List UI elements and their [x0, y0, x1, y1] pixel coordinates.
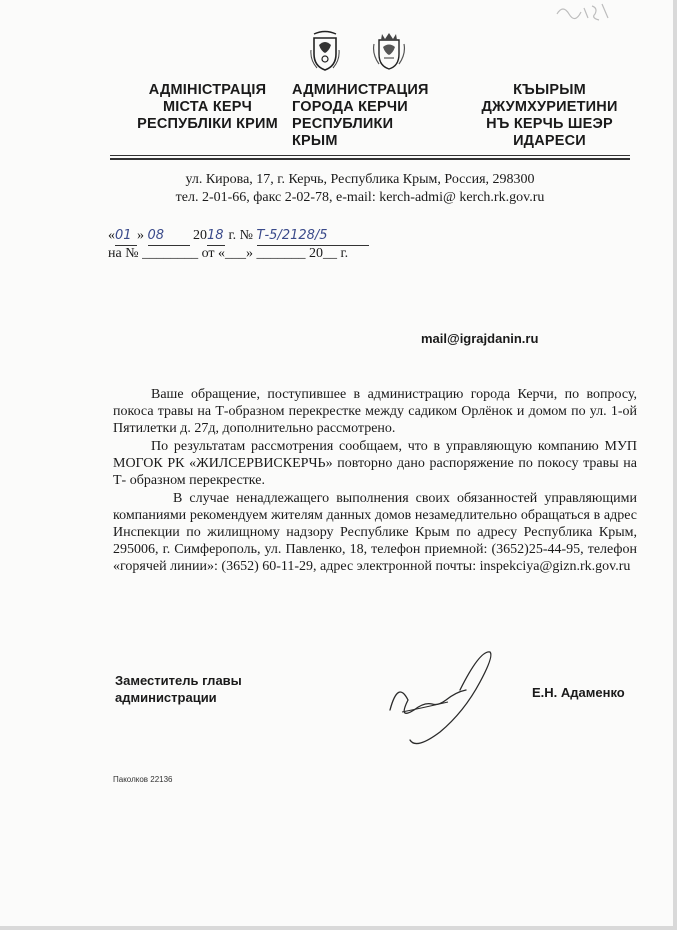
- header-ct-line-2: ДЖУМХУРИЕТИНИ: [481, 99, 618, 115]
- outgoing-registration: [108, 227, 369, 246]
- incoming-reference: на № ________ от «___» _______ 20__ г.: [108, 246, 349, 261]
- header-ct-line-4: ИДАРЕСИ: [513, 133, 586, 149]
- handwritten-signature: [370, 650, 510, 750]
- executor-note: Паколков 22136: [113, 775, 173, 784]
- header-ct-line-1: КЪЫРЫМ: [513, 82, 586, 98]
- reg-year-prefix: 20: [193, 228, 207, 243]
- signatory-title-line-2: администрации: [115, 690, 217, 705]
- header-ua-line-2: МІСТА КЕРЧ: [162, 99, 253, 115]
- header-ru-line-1: АДМИНИСТРАЦИЯ: [292, 82, 429, 98]
- page-edge-right: [673, 0, 677, 930]
- header-ua-line-3: РЕСПУБЛІКИ КРИМ: [137, 116, 278, 132]
- body-paragraph-1: Ваше обращение, поступившее в администрацию города Керчи, по вопросу, покоса травы на Т-образном перекрестке между садиком Орлёнок и домом по ул. 1-ой Пятилетки д. 27д, дополнительно рассмотрено.: [113, 387, 637, 436]
- signatory-title: [115, 672, 242, 706]
- header-crimean-tatar: [462, 82, 637, 150]
- body-paragraph-3: В случае ненадлежащего выполнения своих обязанностей управляющими компаниями рекомендуем жителям данных домов незамедлительно обращаться в адрес Инспекции по жилищному надзору Республике Крым по адресу Республика Крым, 295006, г. Симферополь, ул. Павленко, 18, телефон приемной: (3652)25-44-95, телефон «горячей линии»: (3652) 60-11-29, адрес электронной почты: inspekciya@gizn.rk.gov.ru: [113, 491, 637, 574]
- reg-number: Т-5/2128/5: [257, 227, 369, 246]
- header-divider-thin: [110, 155, 630, 156]
- header-ru-line-3: РЕСПУБЛИКИ: [292, 116, 394, 132]
- reg-quote-close: »: [137, 228, 144, 243]
- reg-day: 01: [115, 227, 137, 246]
- header-ua-line-1: АДМІНІСТРАЦІЯ: [148, 82, 267, 98]
- handwritten-corner-mark: [552, 0, 612, 22]
- contacts-line: тел. 2-01-66, факс 2-02-78, e-mail: kerch-admi@ kerch.rk.gov.ru: [175, 190, 545, 205]
- header-ct-line-3: НЪ КЕРЧЬ ШЕЭР: [486, 116, 613, 132]
- signatory-name: Е.Н. Адаменко: [532, 685, 625, 700]
- header-divider-thick: [110, 158, 630, 160]
- page-edge-bottom: [0, 926, 677, 930]
- kerch-coat-of-arms-icon: [372, 30, 406, 72]
- recipient-email: mail@igrajdanin.ru: [421, 331, 539, 346]
- address-line: ул. Кирова, 17, г. Керчь, Республика Крым, Россия, 298300: [185, 172, 535, 187]
- reg-month: 08: [148, 227, 190, 246]
- body-paragraph-2: По результатам рассмотрения сообщаем, что в управляющую компанию МУП МОГОК РК «ЖИЛСЕРВИСКЕРЧЬ» повторно дано распоряжение по покосу травы на Т- образном перекрестке.: [113, 439, 637, 488]
- header-ru-line-2: ГОРОДА КЕРЧИ: [292, 99, 408, 115]
- header-russian: [292, 82, 457, 150]
- crimea-coat-of-arms-icon: [310, 30, 340, 72]
- signatory-title-line-1: Заместитель главы: [115, 673, 242, 688]
- reg-year-suffix: 18: [207, 227, 225, 246]
- reg-quote-open: «: [108, 228, 115, 243]
- reg-number-label: г. №: [228, 228, 254, 243]
- header-ru-line-4: КРЫМ: [292, 133, 338, 149]
- header-ukrainian: [120, 82, 295, 133]
